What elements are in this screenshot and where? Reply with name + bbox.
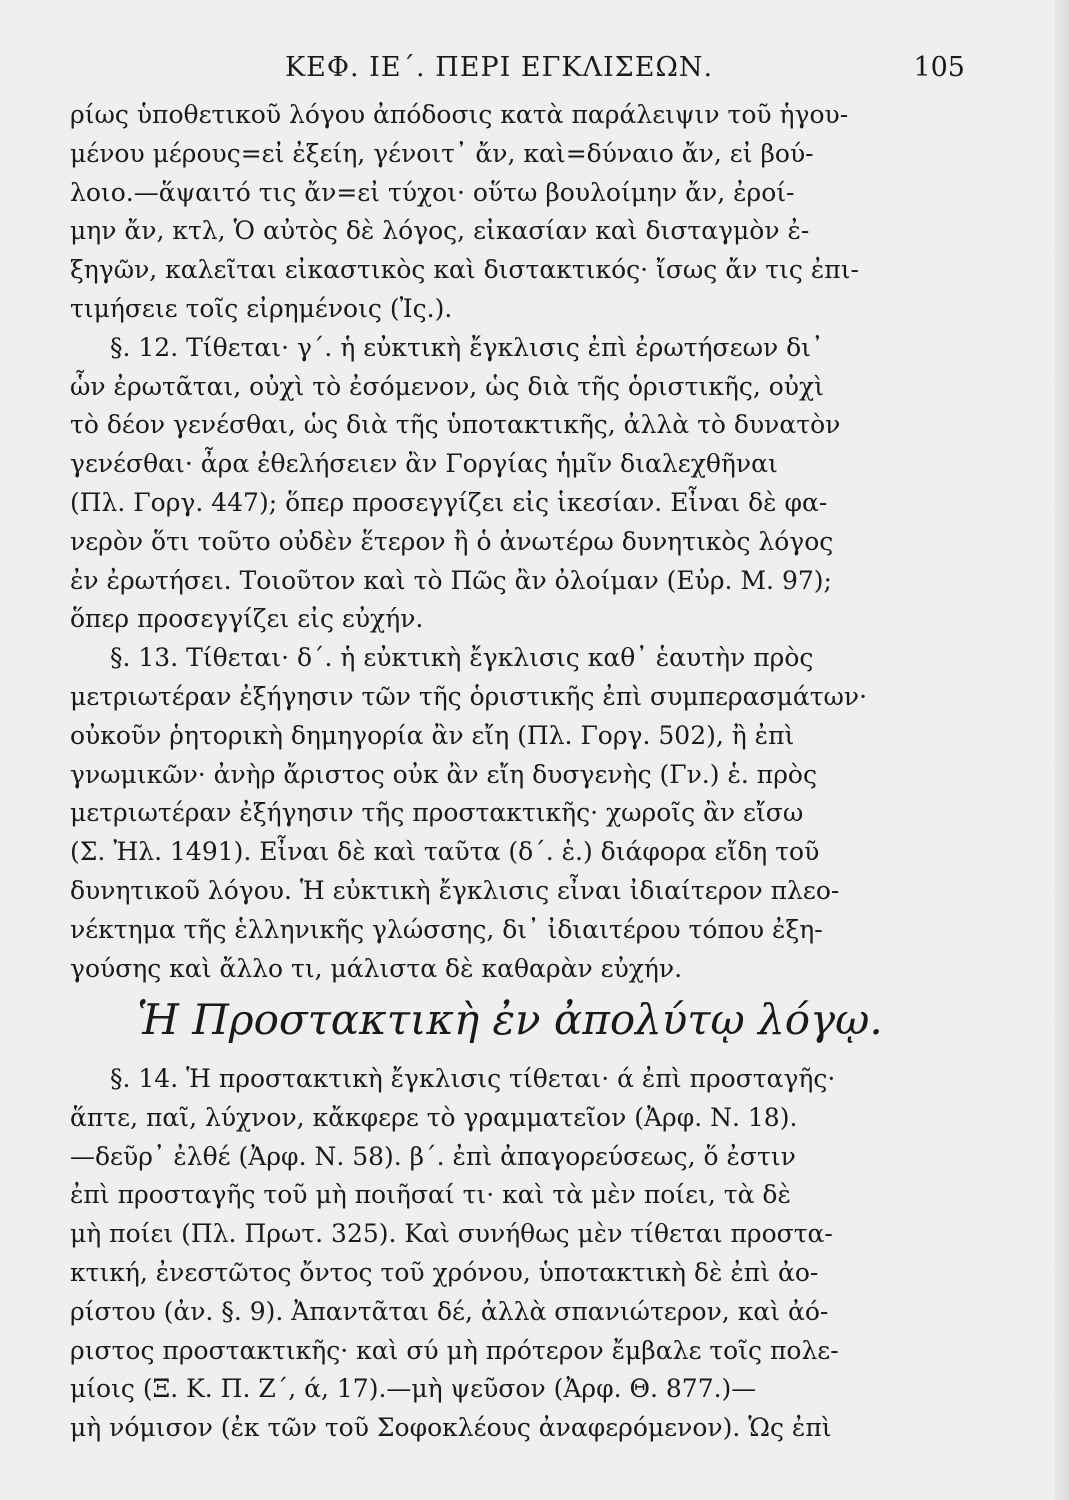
text-line: λοιο.—ἅψαιτό τις ἄν=εἰ τύχοι· οὕτω βουλοίμην ἄν, ἐροί- [70, 177, 795, 207]
text-line: δυνητικοῦ λόγου. Ἡ εὐκτικὴ ἔγκλισις εἶναι ἰδιαίτερον πλεο- [70, 875, 840, 905]
text-line: ὅπερ προσεγγίζει εἰς εὐχήν. [70, 604, 424, 634]
text-line: νέκτημα τῆς ἑλληνικῆς γλώσσης, δι᾽ ἰδιαιτέρου τόπου ἐξη- [70, 914, 823, 944]
text-line: κτική, ἐνεστῶτος ὄντος τοῦ χρόνου, ὑποτακτικὴ δὲ ἐπὶ ἀο- [70, 1257, 819, 1287]
text-line: γούσης καὶ ἄλλο τι, μάλιστα δὲ καθαρὰν εὐχήν. [70, 953, 683, 983]
text-line: μὴ ποίει (Πλ. Πρωτ. 325). Καὶ συνήθως μὲν τίθεται προστα- [70, 1219, 833, 1249]
text-line: τιμήσειε τοῖς εἰρημένοις (Ἰς.). [70, 293, 453, 323]
text-line: μετριωτέραν ἐξήγησιν τῶν τῆς ὁριστικῆς ἐπὶ συμπερασμάτων· [70, 681, 868, 711]
chapter-title: ΚΕΦ. ΙΕ΄. ΠΕΡΙ ΕΓΚΛΙΣΕΩΝ. [285, 52, 714, 83]
text-line: γενέσθαι· ἆρα ἐθελήσειεν ἂν Γοργίας ἡμῖν διαλεχθῆναι [70, 449, 778, 479]
text-line: γνωμικῶν· ἀνὴρ ἄριστος οὐκ ἂν εἴη δυσγενὴς (Γν.) ἑ. πρὸς [70, 759, 817, 789]
paragraph-14-start: §. 14. Ἡ προστακτικὴ ἔγκλισις τίθεται· ά ἐπὶ προσταγῆς· [110, 1064, 836, 1093]
text-line: μὴ νόμισον (ἐκ τῶν τοῦ Σοφοκλέους ἀναφερόμενον). Ὡς ἐπὶ [70, 1413, 832, 1443]
text-line: ἐπὶ προσταγῆς τοῦ μὴ ποιῆσαί τι· καὶ τὰ μὲν ποίει, τὰ δὲ [70, 1180, 791, 1210]
page-number: 105 [913, 52, 965, 83]
text-line: μένου μέρους=εἰ ἐξείη, γένοιτ᾽ ἄν, καὶ=δύναιο ἄν, εἰ βού- [70, 138, 814, 168]
page-edge [1055, 0, 1069, 1500]
text-line: νερὸν ὅτι τοῦτο οὐδὲν ἕτερον ἢ ὁ ἀνωτέρω δυνητικὸς λόγος [70, 526, 834, 556]
text-block-lower [70, 1060, 950, 1448]
text-line: (Πλ. Γοργ. 447); ὅπερ προσεγγίζει εἰς ἱκεσίαν. Εἶναι δὲ φα- [70, 487, 828, 517]
text-line: ἐν ἐρωτήσει. Τοιοῦτον καὶ τὸ Πῶς ἂν ὀλοίμαν (Εὐρ. Μ. 97); [70, 565, 832, 595]
section-heading: Ἡ Προστακτικὴ ἐν ἀπολύτῳ λόγῳ. [137, 995, 883, 1044]
text-line: ρίως ὑποθετικοῦ λόγου ἀπόδοσις κατὰ παράλειψιν τοῦ ἡγου- [70, 100, 849, 129]
running-head [95, 52, 965, 92]
text-line: ρίστου (ἀν. §. 9). Ἀπαντᾶται δέ, ἀλλὰ σπανιώτερον, καὶ ἀό- [70, 1296, 829, 1326]
paragraph-12-start: §. 12. Τίθεται· γ΄. ἡ εὐκτικὴ ἔγκλισις ἐπὶ ἐρωτήσεων δι᾽ [110, 332, 824, 362]
text-line: (Σ. Ἠλ. 1491). Εἶναι δὲ καὶ ταῦτα (δ΄. ἑ.) διάφορα εἴδη τοῦ [70, 837, 820, 867]
text-line: οὐκοῦν ῥητορικὴ δημηγορία ἂν εἴη (Πλ. Γοργ. 502), ἢ ἐπὶ [70, 720, 795, 750]
text-line: μίοις (Ξ. Κ. Π. Ζ΄, ά, 17).—μὴ ψεῦσον (Ἀρφ. Θ. 877.)— [70, 1374, 757, 1404]
text-line: ξηγῶν, καλεῖται εἰκαστικὸς καὶ διστακτικός· ἴσως ἄν τις ἐπι- [70, 255, 859, 285]
text-line: τὸ δέον γενέσθαι, ὡς διὰ τῆς ὑποτακτικῆς, ἀλλὰ τὸ δυνατὸν [70, 410, 841, 440]
text-line: μην ἄν, κτλ, Ὁ αὐτὸς δὲ λόγος, εἰκασίαν καὶ δισταγμὸν ἐ- [70, 216, 810, 246]
text-line: —δεῦρ᾽ ἐλθέ (Ἀρφ. Ν. 58). β΄. ἐπὶ ἀπαγορεύσεως, ὅ ἐστιν [70, 1141, 796, 1171]
paragraph-13-start: §. 13. Τίθεται· δ΄. ἡ εὐκτικὴ ἔγκλισις καθ᾽ ἑαυτὴν πρὸς [110, 643, 814, 673]
text-block-upper [70, 96, 950, 988]
text-line: μετριωτέραν ἐξήγησιν τῆς προστακτικῆς· χωροῖς ἂν εἴσω [70, 798, 804, 828]
text-line: ἅπτε, παῖ, λύχνον, κἄκφερε τὸ γραμματεῖον (Ἀρφ. Ν. 18). [70, 1102, 798, 1132]
text-line: ριστος προστακτικῆς· καὶ σύ μὴ πρότερον ἔμβαλε τοῖς πολε- [70, 1335, 839, 1365]
text-line: ὧν ἐρωτᾶται, οὐχὶ τὸ ἐσόμενον, ὡς διὰ τῆς ὁριστικῆς, οὐχὶ [70, 371, 824, 401]
